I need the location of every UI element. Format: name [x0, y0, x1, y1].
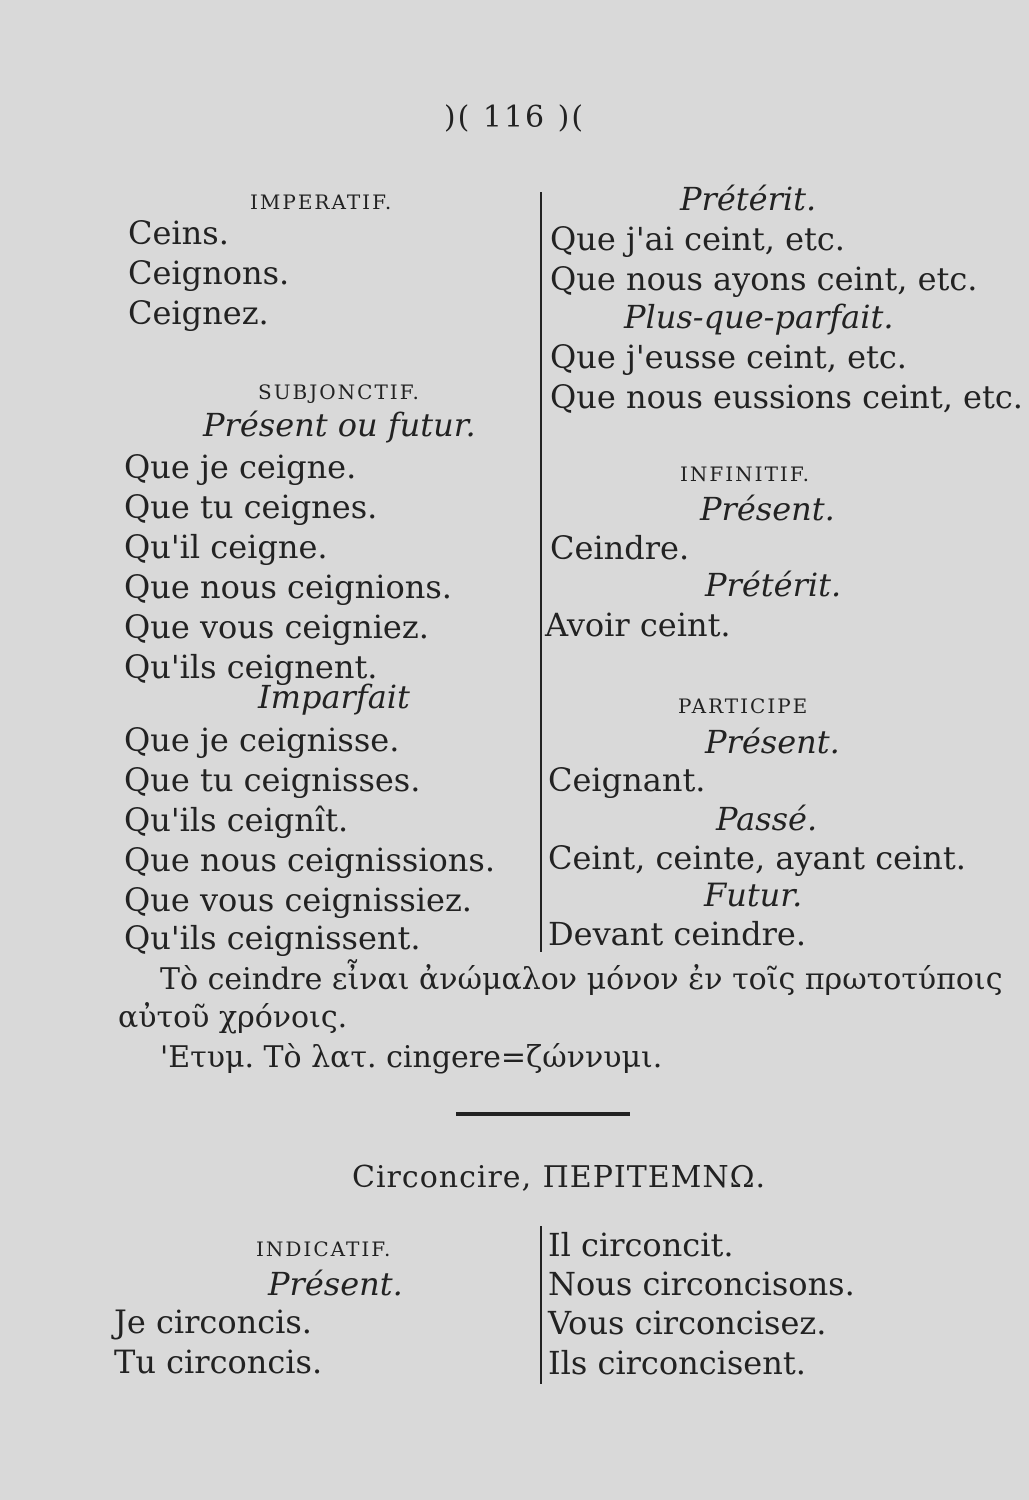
participe-passe-line: Ceint, ceinte, ayant ceint. [548, 839, 966, 877]
subjonctif-heading: SUBJONCTIF. [258, 380, 421, 404]
etymology-line: 'Ετυμ. Τὸ λατ. cingere=ζώννυμι. [160, 1040, 663, 1075]
present-line: Qu'il ceigne. [124, 528, 328, 566]
indicatif-right-line: Vous circoncisez. [548, 1304, 827, 1342]
imperatif-heading: IMPERATIF. [250, 190, 394, 214]
participe-present-line: Ceignant. [548, 761, 706, 799]
indicatif-line: Je circoncis. [114, 1303, 312, 1341]
imperatif-line: Ceignez. [128, 294, 269, 332]
present-futur-heading: Présent ou futur. [203, 406, 476, 444]
preterit-line: Que j'ai ceint, etc. [550, 220, 845, 258]
participe-heading: PARTICIPE [678, 694, 810, 718]
infinitif-present-heading: Présent. [700, 490, 835, 528]
note-line: Τὸ ceindre εἶναι ἀνώμαλον μόνον ἐν τοῖς πρωτοτύποις [160, 962, 1003, 997]
imparfait-line: Que vous ceignissiez. [124, 881, 472, 919]
present-line: Que tu ceignes. [124, 488, 378, 526]
preterit-line: Que nous ayons ceint, etc. [550, 260, 978, 298]
imparfait-line: Qu'ils ceignissent. [124, 919, 421, 957]
section-separator [456, 1112, 630, 1116]
indicatif-present-heading: Présent. [268, 1265, 403, 1303]
present-line: Que vous ceigniez. [124, 608, 429, 646]
plusque-line: Que j'eusse ceint, etc. [550, 338, 907, 376]
infinitif-present-line: Ceindre. [550, 529, 690, 567]
imparfait-heading: Imparfait [258, 678, 410, 716]
present-line: Que nous ceignions. [124, 568, 452, 606]
infinitif-heading: INFINITIF. [680, 462, 811, 486]
imparfait-line: Que je ceignisse. [124, 721, 400, 759]
present-line: Qu'ils ceignent. [124, 648, 378, 686]
infinitif-preterit-heading: Prétérit. [705, 566, 842, 604]
page-number: )( 116 )( [443, 100, 586, 135]
plusque-line: Que nous eussions ceint, etc. [550, 378, 1023, 416]
plus-que-parfait-heading: Plus-que-parfait. [624, 298, 894, 336]
participe-passe-heading: Passé. [716, 800, 818, 838]
infinitif-preterit-line: Avoir ceint. [545, 606, 731, 644]
participe-present-heading: Présent. [705, 723, 840, 761]
note-line: αὐτοῦ χρόνοις. [118, 1000, 348, 1035]
indicatif-right-line: Ils circoncisent. [548, 1344, 806, 1382]
column-divider [540, 192, 542, 952]
imparfait-line: Que nous ceignissions. [124, 841, 495, 879]
present-line: Que je ceigne. [124, 448, 357, 486]
bottom-column-divider [540, 1226, 542, 1384]
indicatif-right-line: Il circoncit. [548, 1226, 734, 1264]
imperatif-line: Ceins. [128, 214, 229, 252]
imperatif-line: Ceignons. [128, 254, 290, 292]
participe-futur-line: Devant ceindre. [548, 915, 806, 953]
indicatif-right-line: Nous circoncisons. [548, 1265, 855, 1303]
participe-futur-heading: Futur. [704, 876, 803, 914]
imparfait-line: Que tu ceignisses. [124, 761, 421, 799]
indicatif-heading: INDICATIF. [256, 1237, 393, 1261]
indicatif-line: Tu circoncis. [114, 1343, 323, 1381]
imparfait-line: Qu'ils ceignît. [124, 801, 349, 839]
section-title: Circoncire, ΠΕΡΙΤΕΜΝΩ. [352, 1160, 767, 1195]
preterit-heading: Prétérit. [680, 180, 817, 218]
